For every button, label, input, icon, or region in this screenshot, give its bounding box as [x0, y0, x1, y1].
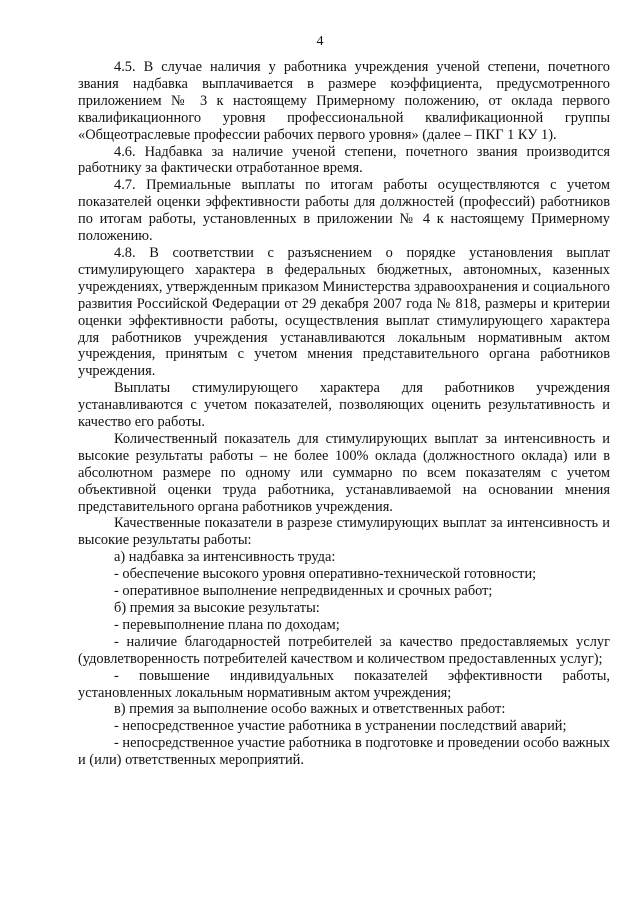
list-item: - наличие благодарностей потребителей за качество предоставляемых услуг (удовлетворенность потребителей качеством и количеством предоставленных услуг);	[78, 633, 610, 667]
list-heading-a: а) надбавка за интенсивность труда:	[114, 549, 336, 566]
paragraph-quantitative-indicator: Количественный показатель для стимулирующих выплат за интенсивность и высокие результаты работы – не более 100% оклада (должностного оклада) или в абсолютном размере по одному или суммарно по всем показателям с учетом объективной оценки труда работника, устанавливаемой на основании мнения представительного органа работников учреждения.	[78, 430, 610, 515]
list-heading-v: в) премия за выполнение особо важных и ответственных работ:	[114, 701, 506, 718]
list-heading-b: б) премия за высокие результаты:	[114, 600, 320, 616]
list-item: - оперативное выполнение непредвиденных и срочных работ;	[114, 583, 493, 600]
paragraph-4-8: 4.8. В соответствии с разъяснением о порядке установления выплат стимулирующего характера в федеральных бюджетных, автономных, казенных учреждениях, утвержденным приказом Министерства здравоохранения и социального развития Российской Федерации от 29 декабря 2007 года № 818, размеры и критерии оценки эффективности работы, осуществления выплат стимулирующего характера для работников учреждения устанавливаются локальным нормативным актом учреждения, принятым с учетом мнения представительного органа работников учреждения.	[78, 244, 610, 380]
list-item: - повышение индивидуальных показателей эффективности работы, установленных локальным нормативным актом учреждения;	[78, 667, 610, 701]
list-item: - непосредственное участие работника в устранении последствий аварий;	[114, 718, 567, 735]
paragraph-incentive-payments: Выплаты стимулирующего характера для работников учреждения устанавливаются с учетом показателей, позволяющих оценить результативность и качество его работы.	[78, 380, 610, 431]
paragraph-qualitative-indicators: Качественные показатели в разрезе стимулирующих выплат за интенсивность и высокие результаты работы:	[78, 515, 610, 549]
list-item: - непосредственное участие работника в подготовке и проведении особо важных и (или) ответственных мероприятий.	[78, 735, 610, 769]
list-item: - перевыполнение плана по доходам;	[114, 616, 340, 633]
paragraph-4-7: 4.7. Премиальные выплаты по итогам работы осуществляются с учетом показателей оценки эффективности работы для должностей (профессий) работников по итогам работы, установленных в приложении № 4 к настоящему Примерному положению.	[78, 177, 610, 245]
list-item: - обеспечение высокого уровня оперативно-технической готовности;	[114, 566, 537, 583]
document-body	[78, 59, 610, 769]
paragraph-4-6: 4.6. Надбавка за наличие ученой степени, почетного звания производится работнику за фактически отработанное время.	[78, 143, 610, 177]
page-number: 4	[316, 34, 324, 49]
paragraph-4-5: 4.5. В случае наличия у работника учреждения ученой степени, почетного звания надбавка выплачивается в размере коэффициента, предусмотренного приложением № 3 к настоящему Примерному положению, от оклада первого квалификационного уровня профессиональной квалификационной группы «Общеотраслевые профессии рабочих первого уровня» (далее – ПКГ 1 КУ 1).	[78, 59, 610, 143]
